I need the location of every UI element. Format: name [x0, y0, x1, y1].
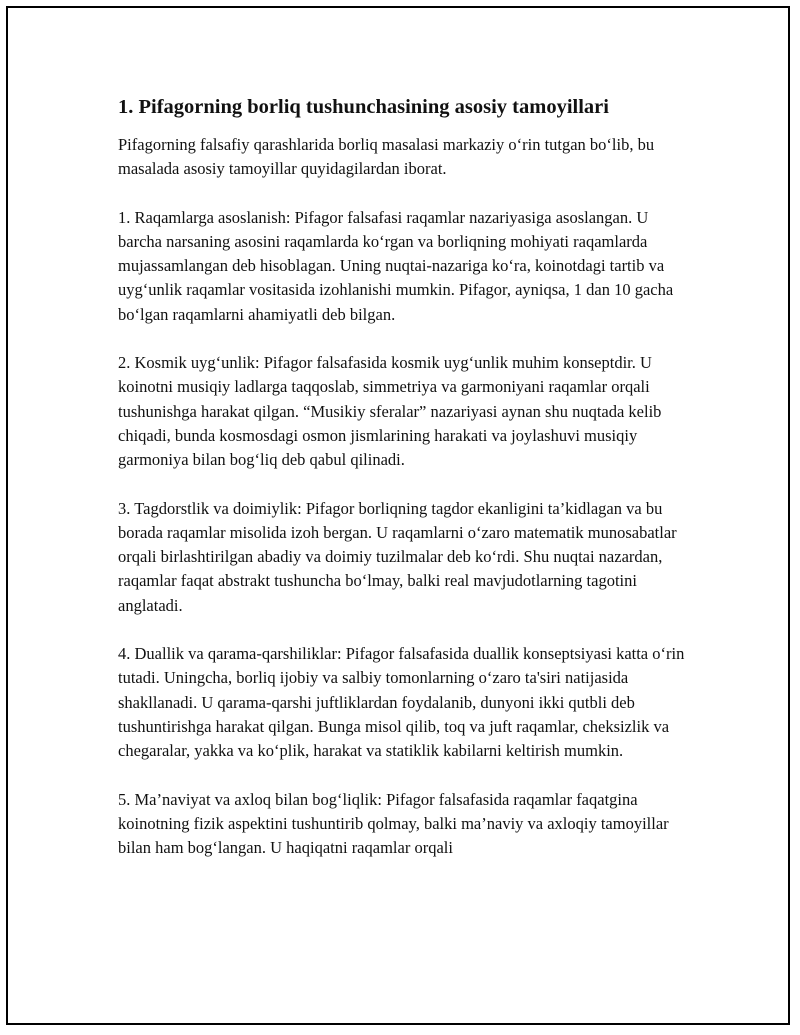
section-heading: 1. Pifagorning borliq tushunchasining asosiy tamoyillari [118, 96, 609, 118]
paragraph-4: 4. Duallik va qarama-qarshiliklar: Pifagor falsafasida duallik konseptsiyasi katta o‘rin tutadi. Uningcha, borliq ijobiy va salbiy tomonlarning o‘zaro ta'siri natijasida shakllanadi. U qarama-qarshi juftliklardan foydalanib, dunyoni ikki qutbli deb tushuntirishga harakat qilgan. Bunga misol qilib, toq va juft raqamlar, cheksizlik va chegaralar, yakka va ko‘plik, harakat va statiklik kabilarni keltirish mumkin. [118, 644, 685, 761]
paragraph-5: 5. Ma’naviyat va axloq bilan bog‘liqlik: Pifagor falsafasida raqamlar faqatgina koinotning fizik aspektini tushuntirib qolmay, balki ma’naviy va axloqiy tamoyillar bilan ham bog‘langan. U haqiqatni raqamlar orqali [118, 789, 669, 858]
document-body [118, 93, 690, 884]
paragraph-3: 3. Tagdorstlik va doimiylik: Pifagor borliqning tagdor ekanligini ta’kidlagan va bu borada raqamlar misolida izoh bergan. U raqamlarni o‘zaro matematik munosabatlar orqali birlashtirilgan abadiy va doimiy tuzilmalar deb ko‘rdi. Shu nuqtai nazardan, raqamlar faqat abstrakt tushuncha bo‘lmay, balki real mavjudotlarning tagotini anglatadi. [118, 498, 677, 615]
paragraph-2: 2. Kosmik uyg‘unlik: Pifagor falsafasida kosmik uyg‘unlik muhim konseptdir. U koinotni musiqiy ladlarga taqqoslab, simmetriya va garmoniyani raqamlar orqali tushunishga harakat qilgan. “Musikiy sferalar” nazariyasi aynan shu nuqtada kelib chiqadi, bunda kosmosdagi osmon jismlarining harakati va joylashuvi musiqiy garmoniya bilan bog‘liq deb qabul qilinadi. [118, 353, 662, 470]
paragraph-1: 1. Raqamlarga asoslanish: Pifagor falsafasi raqamlar nazariyasiga asoslangan. U barcha narsaning asosini raqamlarda ko‘rgan va borliqning mohiyati raqamlarda mujassamlangan deb hisoblagan. Uning nuqtai-nazariga ko‘ra, koinotdagi tartib va uyg‘unlik raqamlar vositasida izohlanishi mumkin. Pifagor, ayniqsa, 1 dan 10 gacha bo‘lgan raqamlarni ahamiyatli deb bilgan. [118, 207, 674, 324]
paragraph-intro: Pifagorning falsafiy qarashlarida borliq masalasi markaziy o‘rin tutgan bo‘lib, bu masalada asosiy tamoyillar quyidagilardan iborat. [118, 135, 655, 179]
